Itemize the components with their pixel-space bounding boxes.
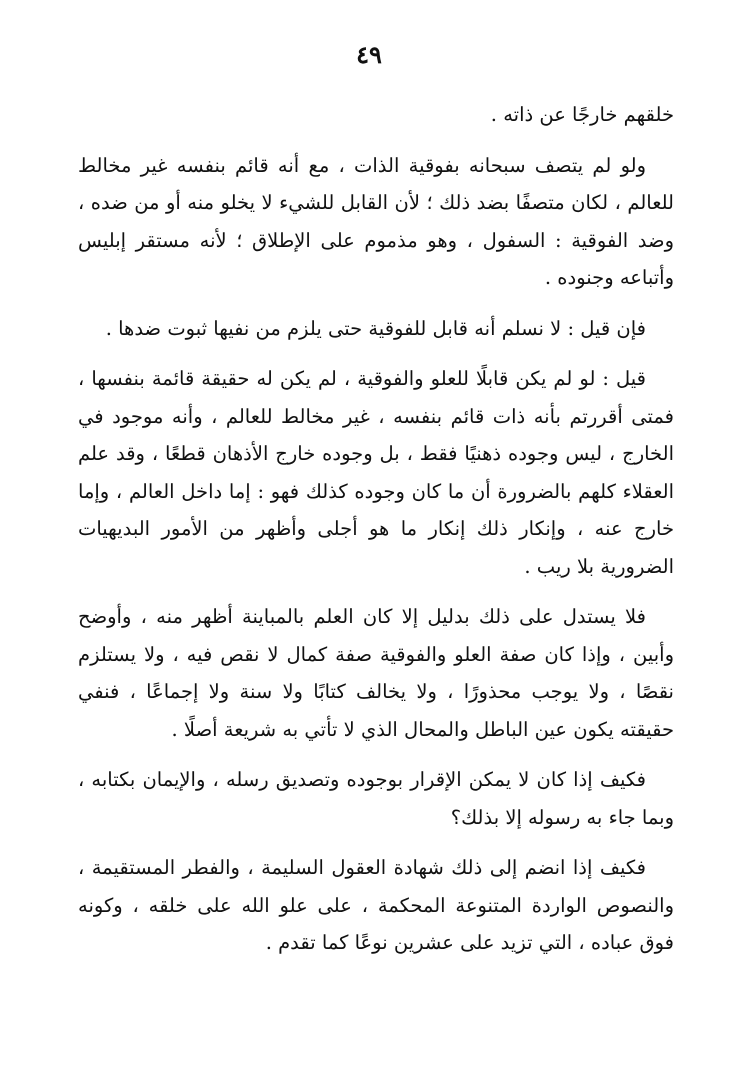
paragraph: فكيف إذا انضم إلى ذلك شهادة العقول السليمة ، والفطر المستقيمة ، والنصوص الواردة المتنوعة المحكمة ، على علو الله على خلقه ، وكونه فوق عباده ، التي تزيد على عشرين نوعًا كما تقدم . bbox=[78, 856, 674, 954]
page-number: ٤٩ bbox=[356, 40, 382, 69]
paragraph: خلقهم خارجًا عن ذاته . bbox=[490, 103, 674, 126]
paragraph: فكيف إذا كان لا يمكن الإقرار بوجوده وتصديق رسله ، والإيمان بكتابه ، وبما جاء به رسوله إلا بذلك؟ bbox=[78, 768, 674, 829]
page-body bbox=[78, 96, 674, 975]
paragraph: ولو لم يتصف سبحانه بفوقية الذات ، مع أنه قائم بنفسه غير مخالط للعالم ، لكان متصفًا بضد ذلك ؛ لأن القابل للشيء لا يخلو منه أو من ضده ، وضد الفوقية : السفول ، وهو مذموم على الإطلاق ؛ لأنه مستقر إبليس وأتباعه وجنوده . bbox=[78, 153, 674, 289]
paragraph: قيل : لو لم يكن قابلًا للعلو والفوقية ، لم يكن له حقيقة قائمة بنفسها ، فمتى أقررتم بأنه ذات قائم بنفسه ، غير مخالط للعالم ، وأنه موجود في الخارج ، ليس وجوده ذهنيًا فقط ، بل وجوده خارج الأذهان قطعًا ، وقد علم العقلاء كلهم بالضرورة أن ما كان وجوده كذلك فهو : إما داخل العالم ، وإما خارج عنه ، وإنكار ذلك إنكار ما هو أجلى وأظهر من الأمور البديهيات الضرورية بلا ريب . bbox=[78, 367, 674, 578]
paragraph: فإن قيل : لا نسلم أنه قابل للفوقية حتى يلزم من نفيها ثبوت ضدها . bbox=[105, 316, 646, 340]
paragraph: فلا يستدل على ذلك بدليل إلا كان العلم بالمباينة أظهر منه ، وأوضح وأبين ، وإذا كان صفة العلو والفوقية صفة كمال لا نقص فيه ، ولا يستلزم نقصًا ، ولا يوجب محذورًا ، ولا يخالف كتابًا ولا سنة ولا إجماعًا ، فنفي حقيقته يكون عين الباطل والمحال الذي لا تأتي به شريعة أصلًا . bbox=[78, 605, 674, 741]
